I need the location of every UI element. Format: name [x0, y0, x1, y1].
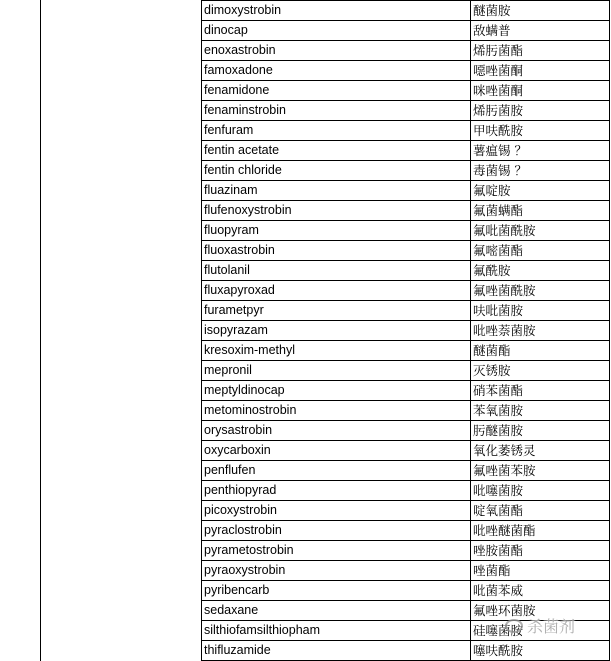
english-name-cell[interactable]: dinocap: [202, 21, 471, 41]
left-column-divider: [40, 0, 41, 661]
chinese-name-cell[interactable]: 氟酰胺: [471, 261, 610, 281]
chinese-name-cell[interactable]: 氟唑菌酰胺: [471, 281, 610, 301]
english-name-cell[interactable]: fenfuram: [202, 121, 471, 141]
table-row: [202, 421, 610, 441]
english-name-cell[interactable]: sedaxane: [202, 601, 471, 621]
chinese-name-cell[interactable]: 噁唑菌酮: [471, 61, 610, 81]
table-row: [202, 161, 610, 181]
chinese-name-cell[interactable]: 敌螨普: [471, 21, 610, 41]
english-name-cell[interactable]: flufenoxystrobin: [202, 201, 471, 221]
english-name-cell[interactable]: fentin chloride: [202, 161, 471, 181]
table-body: [202, 1, 610, 661]
table-row: [202, 281, 610, 301]
english-name-cell[interactable]: pyrametostrobin: [202, 541, 471, 561]
chinese-name-cell[interactable]: 灭锈胺: [471, 361, 610, 381]
english-name-cell[interactable]: silthiofamsilthiopham: [202, 621, 471, 641]
table-row: [202, 641, 610, 661]
chinese-name-cell[interactable]: 咪唑菌酮: [471, 81, 610, 101]
table-row: [202, 301, 610, 321]
english-name-cell[interactable]: kresoxim-methyl: [202, 341, 471, 361]
table-row: [202, 461, 610, 481]
chinese-name-cell[interactable]: 唑菌酯: [471, 561, 610, 581]
chinese-name-cell[interactable]: 呋吡菌胺: [471, 301, 610, 321]
chinese-name-cell[interactable]: 硝苯菌酯: [471, 381, 610, 401]
chinese-name-cell[interactable]: 氟嘧菌酯: [471, 241, 610, 261]
chinese-name-cell[interactable]: 氟菌螨酯: [471, 201, 610, 221]
table-row: [202, 101, 610, 121]
chinese-name-cell[interactable]: 醚菌胺: [471, 1, 610, 21]
chinese-name-cell[interactable]: 甲呋酰胺: [471, 121, 610, 141]
table-row: [202, 261, 610, 281]
english-name-cell[interactable]: oxycarboxin: [202, 441, 471, 461]
english-name-cell[interactable]: penthiopyrad: [202, 481, 471, 501]
table-row: [202, 521, 610, 541]
watermark-text: 杀菌剂: [527, 617, 576, 636]
table-row: [202, 321, 610, 341]
english-name-cell[interactable]: orysastrobin: [202, 421, 471, 441]
english-name-cell[interactable]: famoxadone: [202, 61, 471, 81]
table-row: [202, 581, 610, 601]
english-name-cell[interactable]: fenaminstrobin: [202, 101, 471, 121]
english-name-cell[interactable]: fluoxastrobin: [202, 241, 471, 261]
english-name-cell[interactable]: mepronil: [202, 361, 471, 381]
chinese-name-cell[interactable]: 吡菌苯威: [471, 581, 610, 601]
table-row: [202, 41, 610, 61]
table-row: [202, 181, 610, 201]
english-name-cell[interactable]: isopyrazam: [202, 321, 471, 341]
table-row: [202, 21, 610, 41]
english-name-cell[interactable]: fentin acetate: [202, 141, 471, 161]
table-row: [202, 481, 610, 501]
chinese-name-cell[interactable]: 烯肟菌胺: [471, 101, 610, 121]
table-row: [202, 501, 610, 521]
chinese-name-cell[interactable]: 吡噻菌胺: [471, 481, 610, 501]
table-row: [202, 81, 610, 101]
english-name-cell[interactable]: fenamidone: [202, 81, 471, 101]
chinese-name-cell[interactable]: 烯肟菌酯: [471, 41, 610, 61]
english-name-cell[interactable]: pyraoxystrobin: [202, 561, 471, 581]
table-row: [202, 441, 610, 461]
english-name-cell[interactable]: picoxystrobin: [202, 501, 471, 521]
chinese-name-cell[interactable]: 唑胺菌酯: [471, 541, 610, 561]
chinese-name-cell[interactable]: 苯氧菌胺: [471, 401, 610, 421]
english-name-cell[interactable]: penflufen: [202, 461, 471, 481]
chinese-name-cell[interactable]: 啶氧菌酯: [471, 501, 610, 521]
table-row: [202, 401, 610, 421]
english-name-cell[interactable]: pyribencarb: [202, 581, 471, 601]
table-row: [202, 381, 610, 401]
table-row: [202, 141, 610, 161]
english-name-cell[interactable]: meptyldinocap: [202, 381, 471, 401]
english-name-cell[interactable]: flutolanil: [202, 261, 471, 281]
table-row: [202, 341, 610, 361]
chinese-name-cell[interactable]: 肟醚菌胺: [471, 421, 610, 441]
table-row: [202, 621, 610, 641]
chinese-name-cell[interactable]: 噻呋酰胺: [471, 641, 610, 661]
english-name-cell[interactable]: furametpyr: [202, 301, 471, 321]
table-row: [202, 541, 610, 561]
table-row: [202, 1, 610, 21]
table-row: [202, 121, 610, 141]
english-name-cell[interactable]: enoxastrobin: [202, 41, 471, 61]
chinese-name-cell[interactable]: 氟唑环菌胺: [471, 601, 610, 621]
fungicide-name-table: [201, 0, 610, 661]
chinese-name-cell[interactable]: 醚菌酯: [471, 341, 610, 361]
chinese-name-cell[interactable]: 氧化萎锈灵: [471, 441, 610, 461]
table-row: [202, 201, 610, 221]
table-row: [202, 61, 610, 81]
chinese-name-cell[interactable]: 吡唑醚菌酯: [471, 521, 610, 541]
chinese-name-cell[interactable]: 薯瘟锡 ？: [471, 141, 610, 161]
chinese-name-cell[interactable]: 氟啶胺: [471, 181, 610, 201]
table-row: [202, 601, 610, 621]
english-name-cell[interactable]: metominostrobin: [202, 401, 471, 421]
chinese-name-cell[interactable]: 毒菌锡 ？: [471, 161, 610, 181]
chinese-name-cell[interactable]: 硅噻菌胺: [471, 621, 610, 641]
english-name-cell[interactable]: fluxapyroxad: [202, 281, 471, 301]
english-name-cell[interactable]: fluopyram: [202, 221, 471, 241]
chinese-name-cell[interactable]: 氟唑菌苯胺: [471, 461, 610, 481]
english-name-cell[interactable]: pyraclostrobin: [202, 521, 471, 541]
table-row: [202, 561, 610, 581]
english-name-cell[interactable]: thifluzamide: [202, 641, 471, 661]
english-name-cell[interactable]: fluazinam: [202, 181, 471, 201]
chinese-name-cell[interactable]: 氟吡菌酰胺: [471, 221, 610, 241]
chinese-name-cell[interactable]: 吡唑萘菌胺: [471, 321, 610, 341]
table-row: [202, 241, 610, 261]
table-row: [202, 361, 610, 381]
english-name-cell[interactable]: dimoxystrobin: [202, 1, 471, 21]
table-row: [202, 221, 610, 241]
